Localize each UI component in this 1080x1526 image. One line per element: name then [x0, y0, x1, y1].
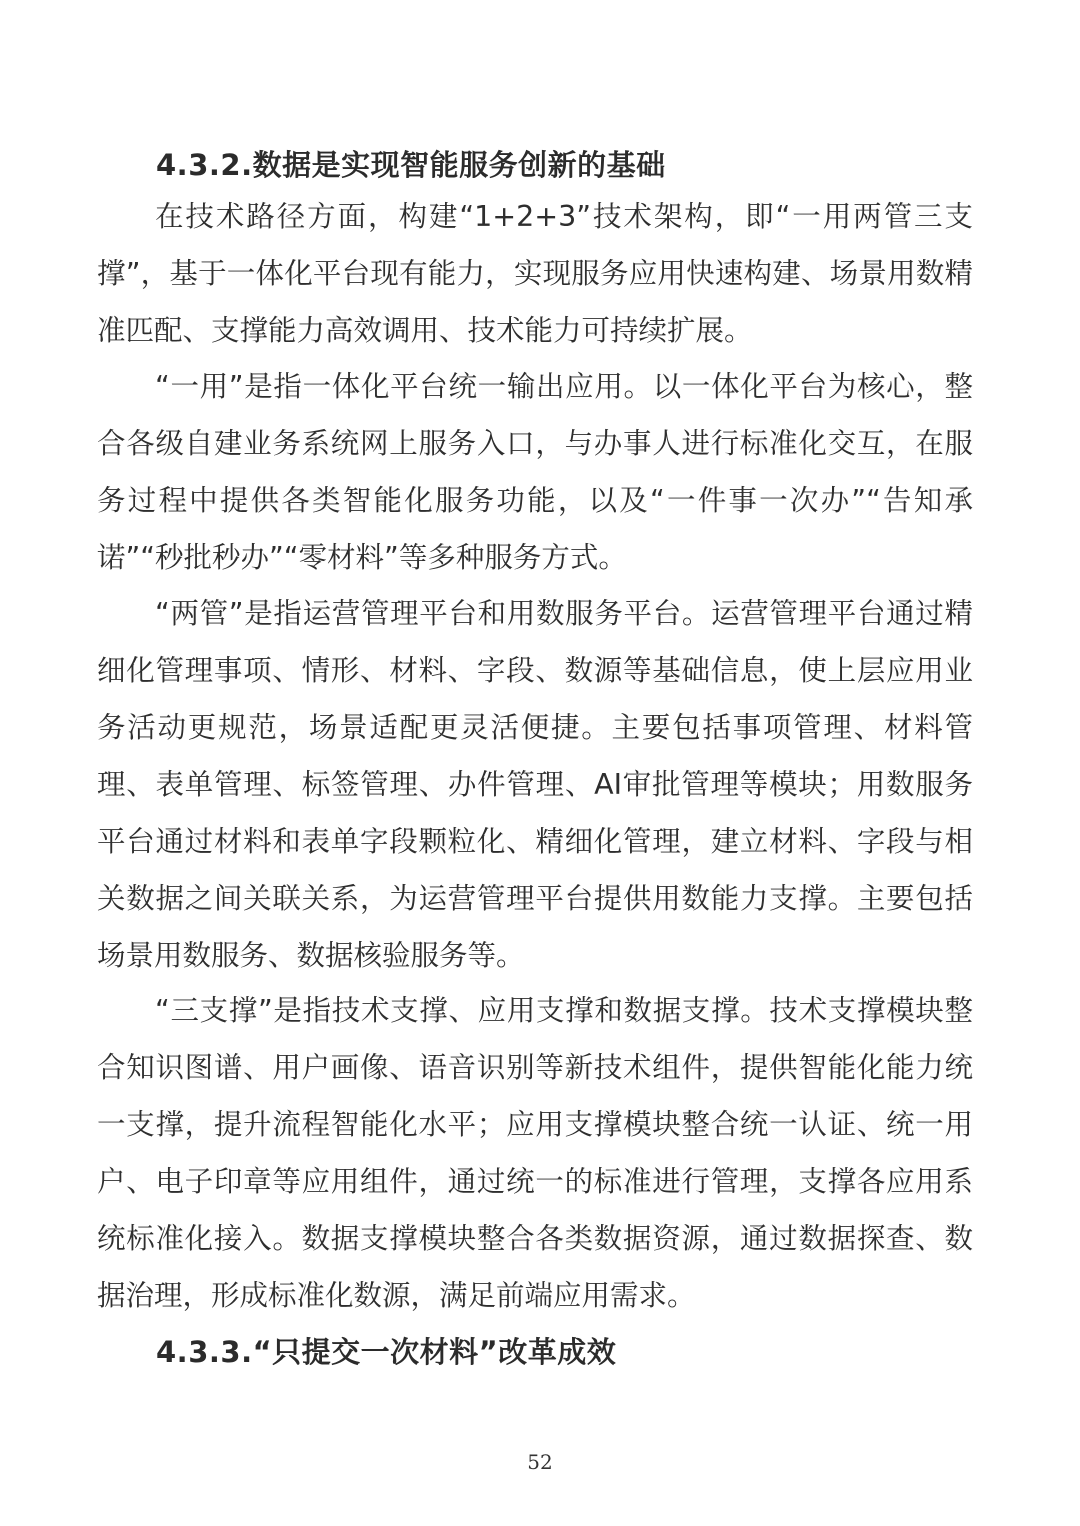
page-number: 52	[527, 1450, 553, 1474]
section-heading-4-3-2: 4.3.2.数据是实现智能服务创新的基础	[156, 148, 666, 182]
paragraph-two-management: “两管”是指运营管理平台和用数服务平台。运营管理平台通过精细化管理事项、情形、材料、字段、数源等基础信息，使上层应用业务活动更规范，场景适配更灵活便捷。主要包括事项管理、材料管理、表单管理、标签管理、办件管理、AI审批管理等模块；用数服务平台通过材料和表单字段颗粒化、精细化管理，建立材料、字段与相关数据之间关联关系，为运营管理平台提供用数能力支撑。主要包括场景用数服务、数据核验服务等。	[97, 597, 973, 972]
paragraph-one-use: “一用”是指一体化平台统一输出应用。以一体化平台为核心，整合各级自建业务系统网上服务入口，与办事人进行标准化交互，在服务过程中提供各类智能化服务功能，以及“一件事一次办”“告知承诺”“秒批秒办”“零材料”等多种服务方式。	[97, 370, 973, 574]
paragraph-technical-path: 在技术路径方面，构建“1+2+3”技术架构，即“一用两管三支撑”，基于一体化平台现有能力，实现服务应用快速构建、场景用数精准匹配、支撑能力高效调用、技术能力可持续扩展。	[97, 200, 973, 347]
paragraph-three-support: “三支撑”是指技术支撑、应用支撑和数据支撑。技术支撑模块整合知识图谱、用户画像、语音识别等新技术组件，提供智能化能力统一支撑，提升流程智能化水平；应用支撑模块整合统一认证、统一用户、电子印章等应用组件，通过统一的标准进行管理，支撑各应用系统标准化接入。数据支撑模块整合各类数据资源，通过数据探查、数据治理，形成标准化数源，满足前端应用需求。	[97, 994, 973, 1312]
section-heading-4-3-3: 4.3.3.“只提交一次材料”改革成效	[156, 1335, 617, 1369]
